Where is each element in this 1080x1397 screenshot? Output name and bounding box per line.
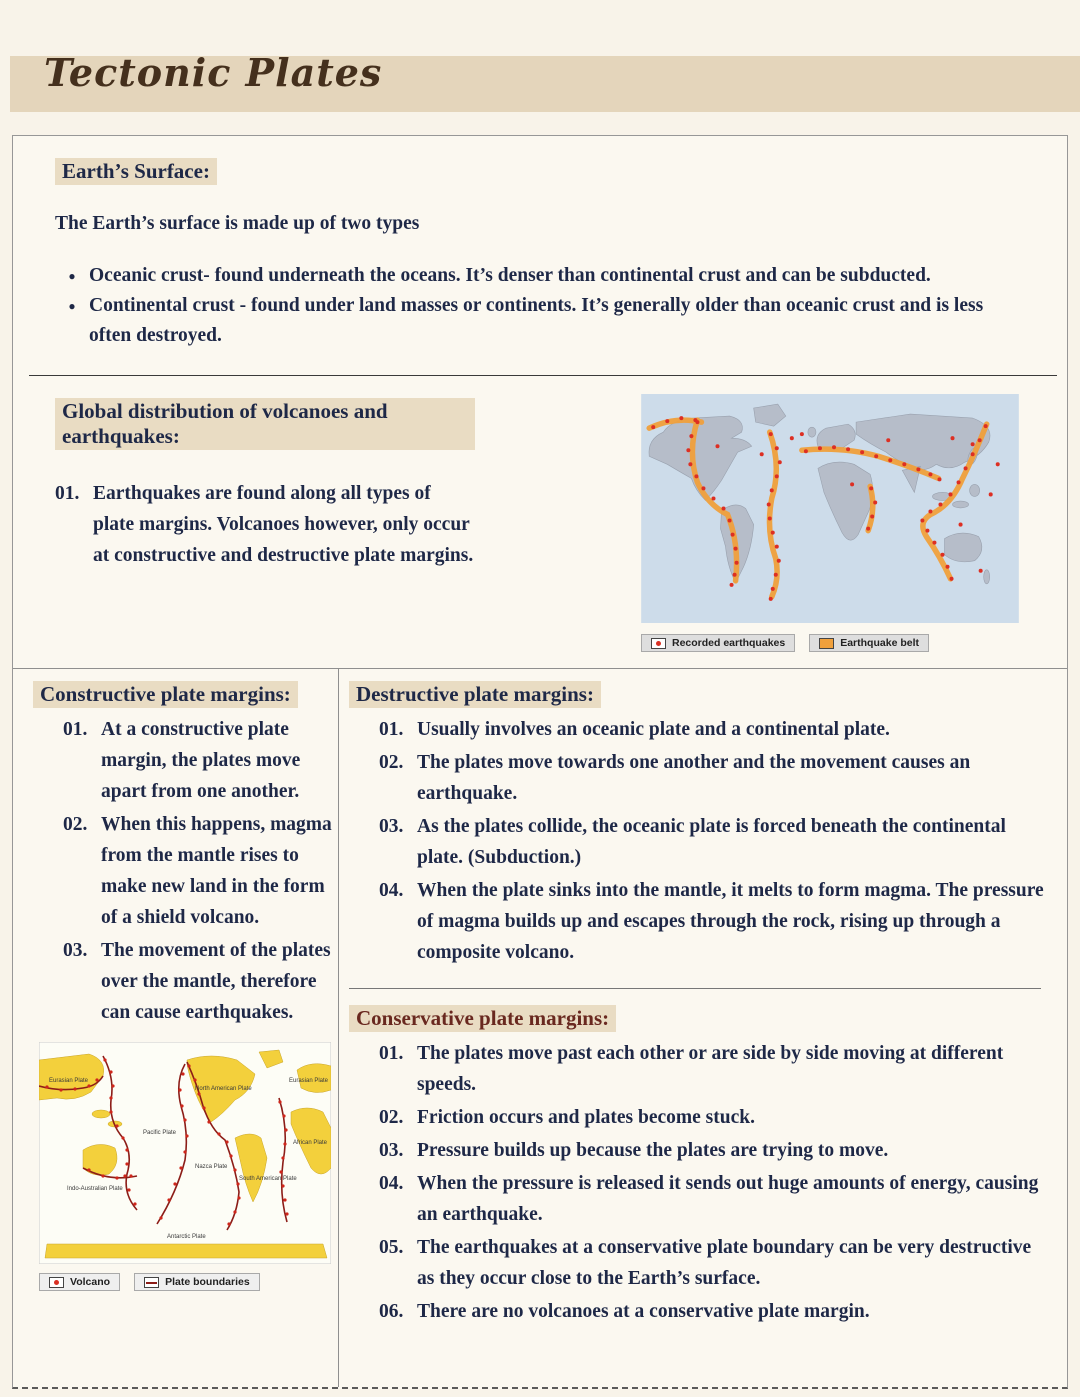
- numbered-item: [379, 747, 1049, 809]
- conservative-heading: Conservative plate margins:: [349, 1005, 616, 1032]
- item-text: When this happens, magma from the mantle rises to make new land in the form of a shield volcano.: [101, 814, 332, 928]
- legend-label: Earthquake belt: [840, 637, 919, 649]
- notes-sheet: [12, 135, 1068, 1389]
- legend-label: Recorded earthquakes: [672, 637, 786, 649]
- global-distribution-list: [55, 478, 475, 571]
- item-text: Pressure builds up because the plates are trying to move.: [417, 1140, 889, 1161]
- conservative-list: [379, 1038, 1049, 1327]
- numbered-item: [55, 478, 475, 571]
- numbered-item: [63, 714, 335, 807]
- item-number: 01.: [63, 719, 88, 740]
- plate-label-south-american: South American Plate: [239, 1176, 297, 1182]
- bullet-item-oceanic: [55, 261, 1027, 291]
- plate-boundary-icon: [144, 1277, 159, 1288]
- plate-boundaries-map: [39, 1042, 331, 1264]
- legend-earthquake-belt: [809, 634, 929, 652]
- section-conservative: [349, 1005, 1049, 1327]
- plate-label-eurasian-right: Eurasian Plate: [289, 1078, 329, 1084]
- numbered-item: [379, 1102, 1049, 1133]
- item-number: 01.: [379, 1043, 404, 1064]
- legend-label: Volcano: [70, 1276, 111, 1288]
- constructive-heading: Constructive plate margins:: [33, 681, 298, 708]
- item-text: The movement of the plates over the mantle, therefore can cause earthquakes.: [101, 940, 331, 1023]
- global-distribution-heading: Global distribution of volcanoes and earthquakes:: [55, 398, 475, 450]
- bullet-text: Continental crust - found under land masses or continents. It’s generally older than oceanic crust and is less often destroyed.: [89, 295, 984, 346]
- bullet-icon: ●: [68, 269, 76, 283]
- plate-label-pacific: Pacific Plate: [143, 1130, 177, 1136]
- item-number: 06.: [379, 1301, 404, 1322]
- plate-label-indo-australian: Indo-Australian Plate: [67, 1186, 123, 1192]
- legend-plate-boundaries: [134, 1273, 260, 1291]
- plate-label-eurasian-left: Eurasian Plate: [49, 1078, 89, 1084]
- item-number: 01.: [55, 483, 80, 504]
- numbered-item: [379, 1296, 1049, 1327]
- legend-label: Plate boundaries: [165, 1276, 250, 1288]
- plate-label-antarctic: Antarctic Plate: [167, 1234, 206, 1240]
- numbered-item: [379, 1135, 1049, 1166]
- recorded-earthquake-icon: [651, 638, 666, 649]
- legend-volcano: [39, 1273, 120, 1291]
- numbered-item: [379, 1038, 1049, 1100]
- section-earth-surface: [13, 136, 1067, 359]
- numbered-item: [379, 714, 1049, 745]
- right-column: [338, 669, 1067, 1387]
- item-number: 04.: [379, 1173, 404, 1194]
- item-text: When the pressure is released it sends out huge amounts of energy, causing an earthquake.: [417, 1173, 1039, 1225]
- item-number: 05.: [379, 1237, 404, 1258]
- destructive-list: [379, 714, 1049, 968]
- item-text: The earthquakes at a conservative plate boundary can be very destructive as they occur close to the Earth’s surface.: [417, 1237, 1032, 1289]
- earthquake-map-legend: [641, 634, 1019, 652]
- section-constructive: [13, 669, 338, 1387]
- bullet-icon: ●: [68, 299, 76, 313]
- item-text: Earthquakes are found along all types of plate margins. Volcanoes however, only occur at constructive and destructive plate margins.: [93, 483, 474, 566]
- global-distribution-text: [55, 394, 475, 652]
- item-text: When the plate sinks into the mantle, it melts to form magma. The pressure of magma builds up and escapes through the rock, rising up through a composite volcano.: [417, 880, 1044, 963]
- item-text: At a constructive plate margin, the plates move apart from one another.: [101, 719, 301, 802]
- item-number: 02.: [63, 814, 88, 835]
- volcano-icon: [49, 1277, 64, 1288]
- section-destructive: [349, 681, 1049, 968]
- numbered-item: [379, 811, 1049, 873]
- plate-map-legend: [39, 1273, 331, 1291]
- numbered-item: [379, 1168, 1049, 1230]
- numbered-item: [63, 935, 335, 1028]
- earth-surface-intro: The Earth’s surface is made up of two types: [55, 213, 420, 234]
- destructive-heading: Destructive plate margins:: [349, 681, 601, 708]
- plate-label-north-american: North American Plate: [195, 1086, 252, 1092]
- item-text: Friction occurs and plates become stuck.: [417, 1107, 755, 1128]
- item-number: 02.: [379, 1107, 404, 1128]
- item-text: As the plates collide, the oceanic plate is forced beneath the continental plate. (Subduction.): [417, 816, 1006, 868]
- section-global-distribution: [13, 376, 1067, 658]
- item-number: 03.: [379, 816, 404, 837]
- item-text: The plates move towards one another and the movement causes an earthquake.: [417, 752, 971, 804]
- bullet-text: Oceanic crust- found underneath the oceans. It’s denser than continental crust and can be subducted.: [89, 265, 931, 286]
- section-divider: [349, 988, 1041, 989]
- item-number: 04.: [379, 880, 404, 901]
- item-number: 03.: [379, 1140, 404, 1161]
- numbered-item: [379, 1232, 1049, 1294]
- earth-surface-heading: Earth’s Surface:: [55, 158, 217, 185]
- numbered-item: [63, 809, 335, 933]
- earthquake-world-map: [641, 394, 1019, 623]
- page-title: Tectonic Plates: [44, 50, 383, 95]
- plate-margins-columns: [13, 668, 1067, 1387]
- item-number: 02.: [379, 752, 404, 773]
- numbered-item: [379, 875, 1049, 968]
- bullet-item-continental: [55, 291, 1027, 351]
- plate-boundaries-map-block: [39, 1042, 331, 1291]
- constructive-list: [63, 714, 335, 1028]
- crust-bullet-list: [55, 261, 1027, 351]
- earthquake-map-block: [641, 394, 1019, 652]
- item-number: 01.: [379, 719, 404, 740]
- item-number: 03.: [63, 940, 88, 961]
- item-text: There are no volcanoes at a conservative plate margin.: [417, 1301, 870, 1322]
- earthquake-belt-icon: [819, 638, 834, 649]
- item-text: The plates move past each other or are side by side moving at different speeds.: [417, 1043, 1004, 1095]
- item-text: Usually involves an oceanic plate and a continental plate.: [417, 719, 890, 740]
- legend-recorded-earthquakes: [641, 634, 795, 652]
- plate-label-african: African Plate: [293, 1140, 328, 1146]
- plate-label-nazca: Nazca Plate: [195, 1164, 228, 1170]
